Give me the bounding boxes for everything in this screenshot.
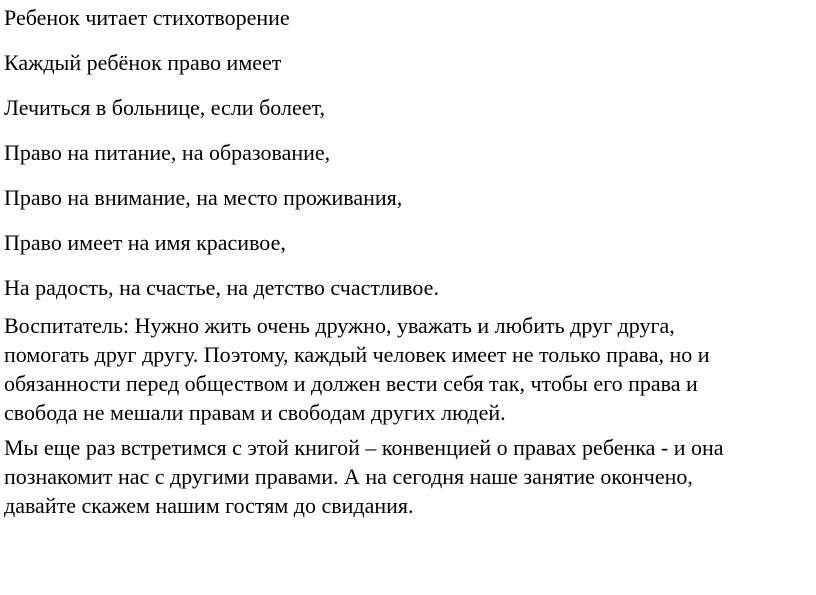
poem-line-3: Право на питание, на образование, xyxy=(4,140,331,165)
closing-paragraph-line-2: познакомит нас с другими правами. А на сегодня наше занятие окончено, xyxy=(4,464,693,489)
closing-paragraph-line-1: Мы еще раз встретимся с этой книгой – конвенцией о правах ребенка - и она xyxy=(4,435,724,460)
poem-line-1: Каждый ребёнок право имеет xyxy=(4,50,282,75)
closing-paragraph-line-3: давайте скажем нашим гостям до свидания. xyxy=(4,493,414,518)
educator-paragraph-line-4: свобода не мешали правам и свободам других людей. xyxy=(4,400,506,425)
poem-line-6: На радость, на счастье, на детство счастливое. xyxy=(4,275,439,300)
educator-paragraph-line-1: Воспитатель: Нужно жить очень дружно, уважать и любить друг друга, xyxy=(4,313,675,338)
educator-paragraph xyxy=(4,311,808,427)
poem-line-5: Право имеет на имя красивое, xyxy=(4,230,286,255)
poem-line-2: Лечиться в больнице, если болеет, xyxy=(4,95,325,120)
educator-paragraph-line-2: помогать друг другу. Поэтому, каждый человек имеет не только права, но и xyxy=(4,342,710,367)
educator-paragraph-line-3: обязанности перед обществом и должен вести себя так, чтобы его права и xyxy=(4,371,698,396)
closing-paragraph xyxy=(4,433,808,520)
poem-line-4: Право на внимание, на место проживания, xyxy=(4,185,403,210)
heading-line: Ребенок читает стихотворение xyxy=(4,5,290,30)
